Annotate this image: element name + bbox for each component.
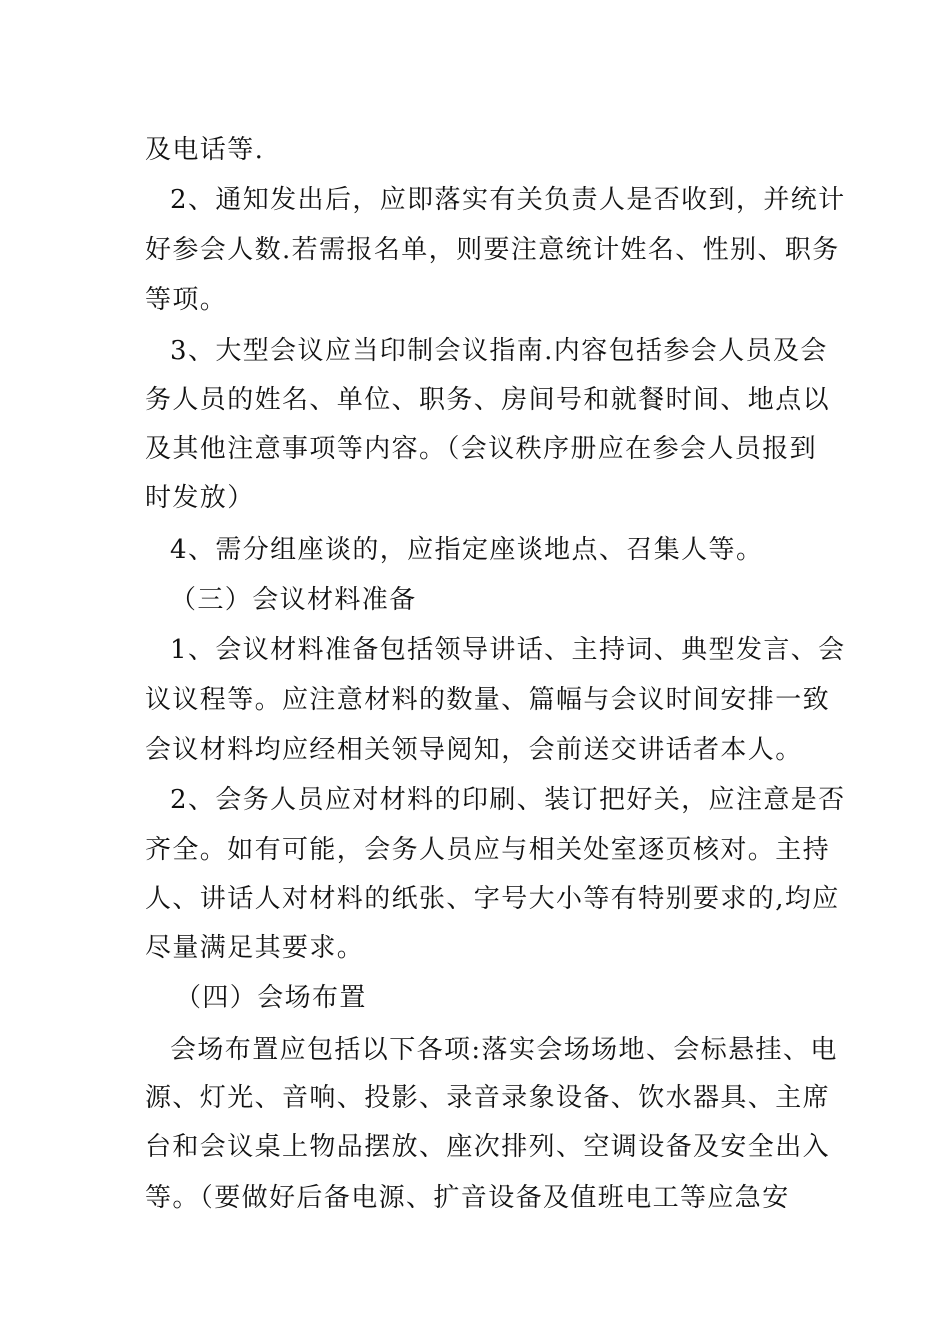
- paragraph-start: 会场布置应包括以下各项:落实会场场地、会标悬挂、电: [170, 1035, 838, 1065]
- text-line: 会议材料均应经相关领导阅知，会前送交讲话者本人。: [145, 735, 803, 765]
- list-item-2-text: 2、通知发出后，应即落实有关负责人是否收到，并统计: [170, 185, 846, 215]
- list-item-1-text: 1、会议材料准备包括领导讲话、主持词、典型发言、会: [170, 635, 846, 665]
- text-line: 人、讲话人对材料的纸张、字号大小等有特别要求的,均应: [145, 884, 840, 914]
- text-line: 时发放）: [145, 483, 255, 513]
- list-item-3-text: 3、大型会议应当印制会议指南.内容包括参会人员及会: [170, 336, 828, 366]
- text-line: 及电话等.: [145, 135, 265, 165]
- text-line: 齐全。如有可能，会务人员应与相关处室逐页核对。主持: [145, 835, 831, 865]
- text-line: 务人员的姓名、单位、职务、房间号和就餐时间、地点以: [145, 385, 831, 415]
- section-heading-4: （四）会场布置: [175, 983, 367, 1013]
- text-line: 等。（要做好后备电源、扩音设备及值班电工等应急安: [145, 1183, 790, 1213]
- list-item-4-text: 4、需分组座谈的，应指定座谈地点、召集人等。: [170, 535, 764, 565]
- section-heading-3: （三）会议材料准备: [170, 585, 417, 615]
- text-line: 议议程等。应注意材料的数量、篇幅与会议时间安排一致: [145, 685, 831, 715]
- text-line: 及其他注意事项等内容。（会议秩序册应在参会人员报到: [145, 434, 818, 464]
- text-line: 等项。: [145, 285, 228, 315]
- text-line: 源、灯光、音响、投影、录音录象设备、饮水器具、主席: [145, 1083, 831, 1113]
- text-line: 好参会人数.若需报名单，则要注意统计姓名、性别、职务: [145, 235, 840, 265]
- text-line: 尽量满足其要求。: [145, 933, 365, 963]
- list-item-2-text: 2、会务人员应对材料的印刷、装订把好关，应注意是否: [170, 785, 846, 815]
- text-line: 台和会议桌上物品摆放、座次排列、空调设备及安全出入: [145, 1132, 831, 1162]
